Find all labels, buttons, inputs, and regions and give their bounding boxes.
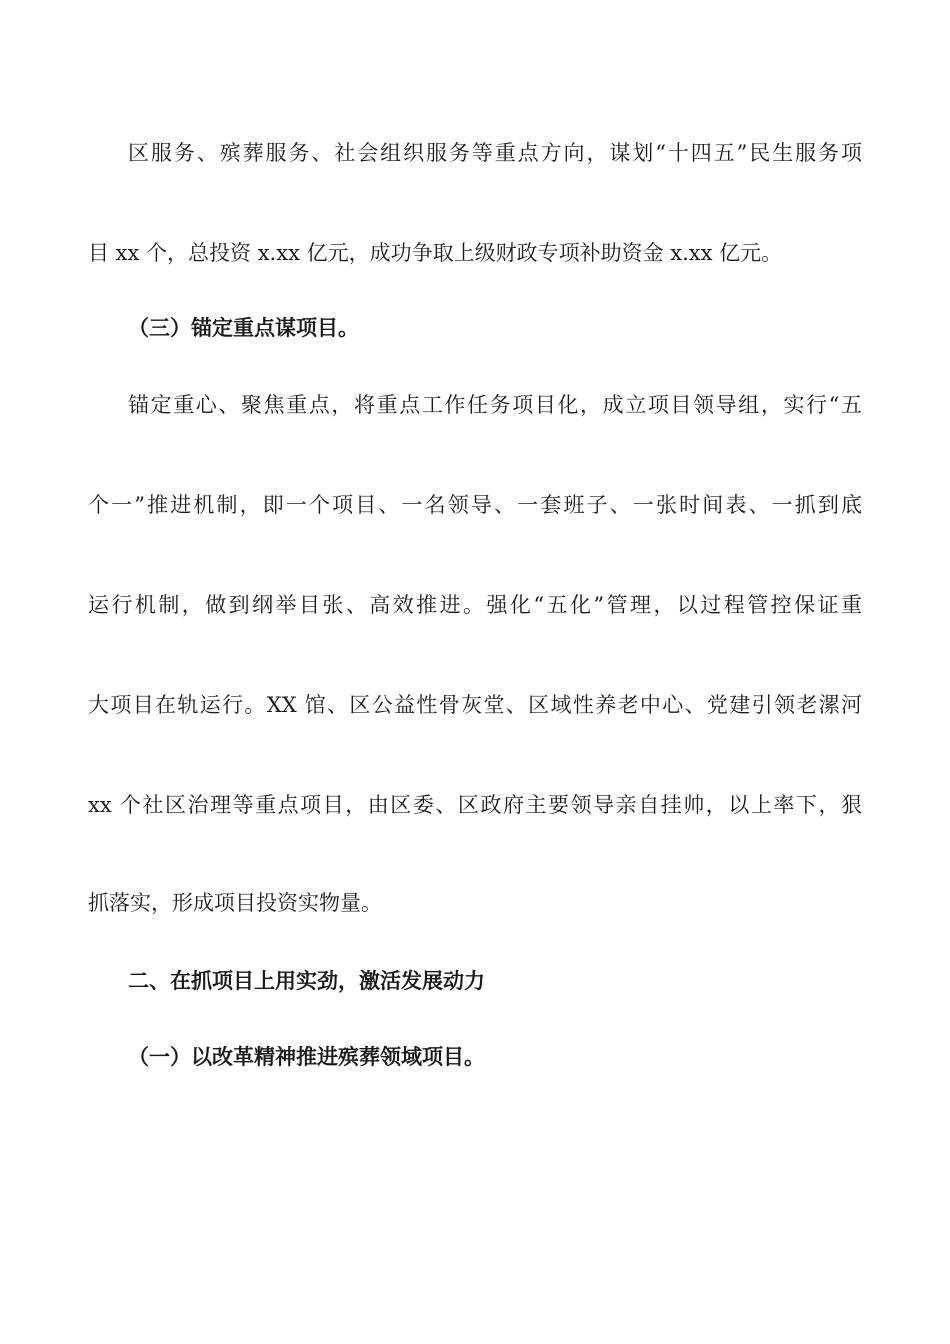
paragraph-line: 目 xx 个，总投资 x.xx 亿元，成功争取上级财政专项补助资金 x.xx 亿元。 bbox=[88, 241, 783, 265]
subsection-heading: （一）以改革精神推进殡葬领域项目。 bbox=[128, 1044, 485, 1069]
paragraph-line: 大项目在轨运行。XX 馆、区公益性骨灰堂、区域性养老中心、党建引领老漯河 bbox=[88, 693, 862, 717]
section-heading: 二、在抓项目上用实劲，激活发展动力 bbox=[128, 968, 485, 993]
paragraph-line: 个一”推进机制，即一个项目、一名领导、一套班子、一张时间表、一抓到底 bbox=[88, 493, 862, 517]
paragraph-line: xx 个社区治理等重点项目，由区委、区政府主要领导亲自挂帅，以上率下，狠 bbox=[88, 793, 862, 817]
paragraph-line: 区服务、殡葬服务、社会组织服务等重点方向，谋划“十四五”民生服务项 bbox=[128, 141, 862, 165]
paragraph-line: 运行机制，做到纲举目张、高效推进。强化“五化”管理，以过程管控保证重 bbox=[88, 593, 862, 617]
paragraph-line: 锚定重心、聚焦重点，将重点工作任务项目化，成立项目领导组，实行“五 bbox=[128, 393, 862, 417]
subsection-heading: （三）锚定重点谋项目。 bbox=[128, 315, 359, 340]
paragraph-line: 抓落实，形成项目投资实物量。 bbox=[88, 891, 382, 915]
